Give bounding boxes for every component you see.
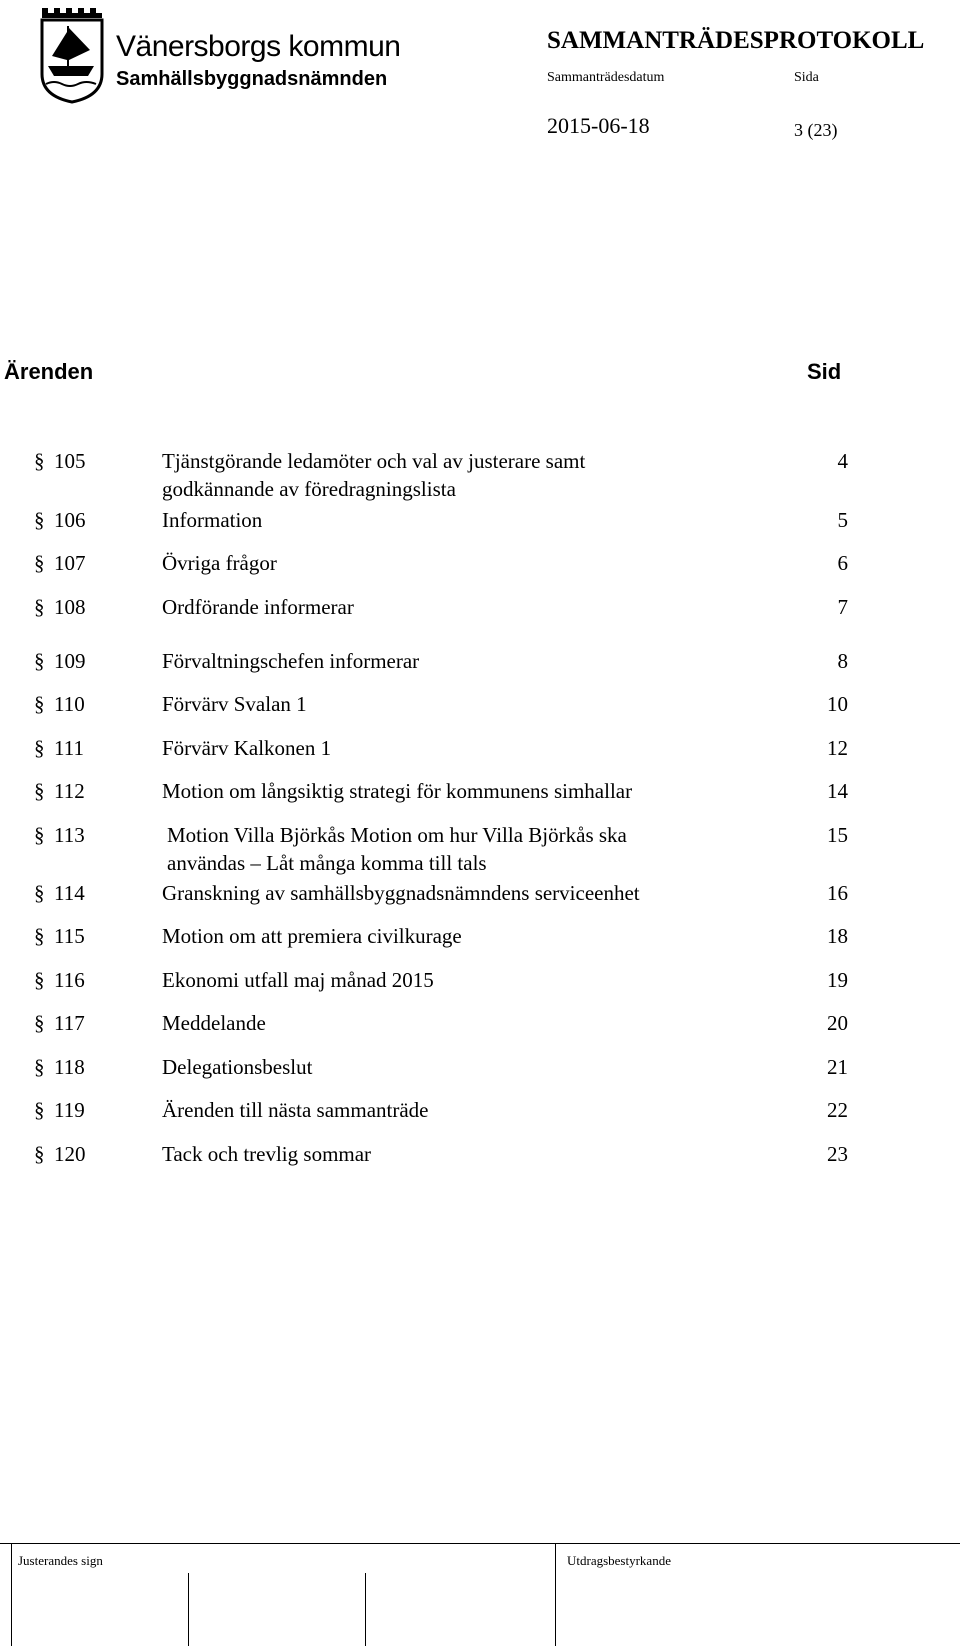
agenda-item-114 [0,880,960,910]
item-number: 111 [54,736,84,760]
item-page: 5 [837,508,848,532]
item-page: 8 [837,649,848,673]
section-symbol: § [34,968,45,992]
footer-column-line [365,1573,366,1646]
item-number: 110 [54,692,85,716]
item-number: 117 [54,1011,85,1035]
section-symbol: § [34,779,45,803]
item-number: 112 [54,779,85,803]
footer-column-line [11,1543,12,1646]
item-number: 119 [54,1098,85,1122]
agenda-item-109 [0,648,960,678]
item-page: 19 [827,968,848,992]
section-symbol: § [34,649,45,673]
page-column-heading: Sid [807,359,842,384]
item-page: 23 [827,1142,848,1166]
agenda-item-116 [0,967,960,997]
agenda-item-105 [0,448,960,501]
item-title-continuation: godkännande av föredragningslista [162,477,456,501]
item-page: 18 [827,924,848,948]
section-symbol: § [34,881,45,905]
footer-column-line [188,1573,189,1646]
section-symbol: § [34,823,45,847]
item-number: 108 [54,595,86,619]
item-title: Tjänstgörande ledamöter och val av justerare samt [162,449,586,473]
matters-heading: Ärenden [4,359,94,384]
item-number: 107 [54,551,86,575]
item-page: 7 [837,595,848,619]
section-symbol: § [34,736,45,760]
agenda-item-113 [0,822,960,875]
item-number: 105 [54,449,86,473]
agenda-item-110 [0,691,960,721]
item-title: Motion om att premiera civilkurage [162,924,462,948]
footer-column-line [555,1543,556,1646]
item-title: Förvärv Svalan 1 [162,692,307,716]
agenda-item-112 [0,778,960,808]
item-title: Förvaltningschefen informerar [162,649,420,673]
ship-crest-icon [38,4,106,104]
item-number: 115 [54,924,85,948]
section-symbol: § [34,1055,45,1079]
signature-label: Justerandes sign [18,1553,103,1568]
section-symbol: § [34,1142,45,1166]
municipal-coat-of-arms-logo [38,4,106,104]
item-title: Ärenden till nästa sammanträde [162,1098,429,1122]
item-title: Meddelande [162,1011,266,1035]
section-symbol: § [34,508,45,532]
page-label: Sida [794,70,819,85]
item-number: 116 [54,968,85,992]
footer-divider [0,1543,960,1544]
item-page: 14 [827,779,848,803]
section-symbol: § [34,595,45,619]
page-number-value: 3 (23) [794,120,838,140]
agenda-item-118 [0,1054,960,1084]
agenda-item-111 [0,735,960,765]
item-number: 113 [54,823,85,847]
item-title-continuation: användas – Låt många komma till tals [167,851,487,875]
section-symbol: § [34,551,45,575]
section-symbol: § [34,692,45,716]
item-title: Delegationsbeslut [162,1055,313,1079]
item-number: 106 [54,508,86,532]
meeting-date-label: Sammanträdesdatum [547,70,665,85]
agenda-item-107 [0,550,960,580]
item-page: 15 [827,823,848,847]
item-title: Ordförande informerar [162,595,354,619]
item-number: 118 [54,1055,85,1079]
item-number: 109 [54,649,86,673]
section-symbol: § [34,1011,45,1035]
municipality-name: Vänersborgs kommun [116,30,401,63]
agenda-item-106 [0,507,960,537]
item-page: 6 [837,551,848,575]
department-name: Samhällsbyggnadsnämnden [116,68,388,90]
certification-label: Utdragsbestyrkande [567,1553,671,1568]
item-title: Motion Villa Björkås Motion om hur Villa Björkås ska [167,823,627,847]
item-page: 22 [827,1098,848,1122]
section-symbol: § [34,924,45,948]
agenda-item-120 [0,1141,960,1171]
item-page: 21 [827,1055,848,1079]
item-number: 120 [54,1142,86,1166]
item-title: Granskning av samhällsbyggnadsnämndens serviceenhet [162,881,640,905]
item-page: 10 [827,692,848,716]
item-title: Tack och trevlig sommar [162,1142,372,1166]
meeting-date-value: 2015-06-18 [547,113,650,138]
document-title: SAMMANTRÄDESPROTOKOLL [547,27,925,54]
agenda-item-115 [0,923,960,953]
item-number: 114 [54,881,85,905]
agenda-item-108 [0,594,960,624]
section-symbol: § [34,449,45,473]
item-title: Övriga frågor [162,551,277,575]
agenda-item-117 [0,1010,960,1040]
item-title: Förvärv Kalkonen 1 [162,736,332,760]
item-title: Motion om långsiktig strategi för kommunens simhallar [162,779,633,803]
section-symbol: § [34,1098,45,1122]
item-title: Ekonomi utfall maj månad 2015 [162,968,434,992]
agenda-item-119 [0,1097,960,1127]
item-page: 12 [827,736,848,760]
item-title: Information [162,508,263,532]
item-page: 20 [827,1011,848,1035]
item-page: 16 [827,881,848,905]
item-page: 4 [837,449,848,473]
